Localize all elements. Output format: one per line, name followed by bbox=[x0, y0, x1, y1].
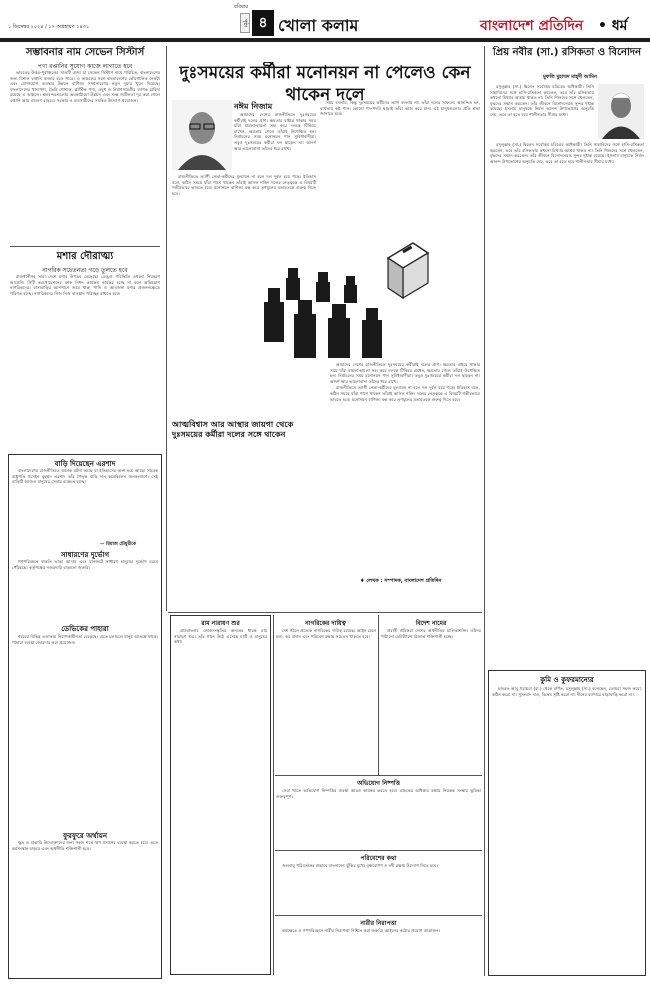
bottom-col4-title: অভিযোগ নিষ্পত্তি bbox=[357, 780, 400, 787]
date-label: ১ ডিসেম্বর ২০২৪ / ১৭ অগ্রহায়ণ ১৪৩১ bbox=[8, 24, 90, 30]
letter4-body bbox=[12, 840, 158, 976]
day-label: রবিবার bbox=[234, 4, 248, 10]
bottom-col4-text: সেবা খাতে অভিযোগ নিষ্পত্তির ব্যবস্থা আরও কার্যকর করতে হবে। গ্রাহকের অধিকার রক্ষায় নিয়ন্ত্রক সংস্থার ভূমিকা গুরুত্বপূর্ণ। bbox=[276, 788, 481, 799]
right-body-text: রসুলুল্লাহ (সা.) ছিলেন সর্বোত্তম চরিত্রের অধিকারী। তিনি সাহাবিদের সঙ্গে হাসি-রসিকতা করতেন, তবে তাঁর রসিকতায় কখনো মিথ্যার আশ্রয় থাকত না। তিনি শিশুদের সঙ্গে খেলতেন, বৃদ্ধদের সম্মান করতেন। তাঁর জীবনে বিনোদনেরও সুন্দর দৃষ্টান্ত রয়েছে। ইসলাম মানুষকে নির্মল আনন্দ উপভোগের অনুমতি দেয়, তবে তা হতে হবে শালীনতার সীমার মধ্যে। bbox=[490, 142, 644, 164]
main-intro bbox=[234, 112, 316, 172]
author-portrait-icon bbox=[172, 100, 232, 170]
bottom-col2-body bbox=[276, 628, 376, 768]
right-headline: প্রিয় নবীর (সা.) রসিকতা ও বিনোদন bbox=[492, 47, 642, 58]
brand-section: • ধর্ম bbox=[598, 18, 628, 34]
right-box-title: কুমি ও কুফরমান্যের bbox=[540, 676, 594, 684]
letter4-title: ফুরফুরে অর্থায়ন bbox=[62, 832, 108, 840]
letters-text: বাংলাদেশের রাজনীতিতে অনেক ঘটনা আছে যা ইতিহাসের অংশ হয়ে আছে। সাবেক রাষ্ট্রপতি হুসেইন মুহম্মদ এরশাদ তাঁর পৈতৃক বাড়ি দান করেছিলেন জনকল্যাণে। সেই বাড়িটি আজও মানুষের সেবায় ব্যবহৃত হচ্ছে। bbox=[12, 468, 158, 485]
bottom-col3-body bbox=[381, 628, 481, 768]
bottom-col1-body bbox=[174, 628, 267, 973]
right-author-photo bbox=[598, 84, 644, 139]
bottom-col6-body bbox=[276, 928, 481, 974]
bottom-divider bbox=[275, 850, 482, 851]
page-number: ৪ bbox=[252, 10, 274, 36]
author-photo bbox=[172, 100, 232, 170]
right-body bbox=[490, 142, 644, 662]
main-body-col3 bbox=[330, 362, 480, 572]
masthead bbox=[0, 0, 650, 38]
bottom-divider bbox=[275, 915, 482, 916]
author-portrait-icon bbox=[598, 84, 644, 139]
column-divider bbox=[378, 615, 379, 775]
main-body-text-4: রাজনীতিতে ত্যাগী নেতা-কর্মীদের মূল্যায়ন না হলে দল দুর্বল হয়ে পড়ে। ইতিহাস বলে, কঠিন সময়ে যাঁরা পাশে থাকেন তাঁরাই আসল শক্তি। দলের নেতৃত্বকে এ বিষয়টি গভীরভাবে ভাবতে হবে। মনোনয়ন বাণিজ্য বন্ধ করে তৃণমূলের মতামতকে গুরুত্ব দিতে হবে। bbox=[330, 385, 480, 402]
section-divider bbox=[10, 246, 160, 247]
story2-text: রাজধানীসহ সারা দেশে মশার উপদ্রব বেড়েছে। ডেঙ্গু পরিস্থিতি এখনো নিয়ন্ত্রণে আসেনি। সিটি করপোরেশনের মশক নিধন কার্যক্রম কার্যকর হচ্ছে না বলে অভিযোগ নাগরিকদের। বাসাবাড়ির আশপাশে জমে থাকা পানি ও আবর্জনা মশার প্রজননক্ষেত্রে পরিণত হচ্ছে। নাগরিকদের নিজ নিজ বাসস্থান পরিচ্ছন্ন রাখতে হবে। bbox=[10, 274, 160, 296]
bottom-col2-text: দেশ গঠনে প্রত্যেক নাগরিকের দায়িত্ব রয়েছে। আইন মেনে চলা, কর প্রদান এবং পরিবেশ রক্ষায় সচেতন থাকতে হবে। bbox=[276, 628, 376, 639]
main-body-text-1: রাজনীতিতে ত্যাগী নেতা-কর্মীদের মূল্যায়ন না হলে দল দুর্বল হয়ে পড়ে। ইতিহাস বলে, কঠিন সময়ে যাঁরা পাশে থাকেন তাঁরাই আসল শক্তি। দলের নেতৃত্বকে এ বিষয়টি গভীরভাবে ভাবতে হবে। মনোনয়ন বাণিজ্য বন্ধ করে তৃণমূলের মতামতকে গুরুত্ব দিতে হবে। bbox=[172, 174, 316, 196]
main-body-text-2: সময় বদলায়, কিন্তু দুঃসময়ের কর্মীদের ত্যাগ বদলায় না। তাঁরা দলের সাফল্যে আনন্দিত হন, ব্যর্থতায় কষ্ট পান। কোনো পদ-পদবি ছাড়াই তাঁরা কাজ করে যান। এই মানুষগুলোর প্রতি শ্রদ্ধা জানাতে হবে। bbox=[320, 100, 480, 117]
main-body-text-3: আমাদের দেশের রাজনীতিতে দুঃসময়ের কর্মীরাই দলের প্রাণ। ক্ষমতার বাইরে থাকার সময় যাঁরা মামলা-হামলা সহ্য করে দলকে টিকিয়ে রাখেন, ক্ষমতায় গেলে তাঁরাই উপেক্ষিত হন। নির্বাচনের সময় মনোনয়ন পান সুবিধাবাদীরা। তবুও দুঃসময়ের কর্মীরা দল ছাড়েন না। আদর্শ আর ভালোবাসা তাঁদের ধরে রাখে। bbox=[330, 362, 480, 384]
page-label: পৃষ্ঠা bbox=[240, 13, 250, 33]
letter4-text: ক্ষুদ্র ও মাঝারি উদ্যোক্তাদের জন্য সহজ শর্তে ঋণ প্রদানের ব্যবস্থা করতে হবে। এতে কর্মসংস্থান বাড়বে এবং অর্থনীতি শক্তিশালী হবে। bbox=[12, 840, 158, 851]
bottom-col3-title: বিদেশ নামের bbox=[415, 620, 447, 627]
brand-logo: বাংলাদেশ প্রতিদিন bbox=[480, 18, 584, 34]
story1-headline: সম্ভাবনার নাম সেভেন সিস্টার্স bbox=[25, 47, 145, 58]
header-rule bbox=[0, 38, 650, 42]
right-box-body bbox=[492, 686, 642, 972]
letter3-body bbox=[12, 634, 158, 824]
pull-quote: আত্মবিশ্বাস আর আস্থার জায়গা থেকে দুঃসময়ের কর্মীরা দলের সঙ্গে থাকেন bbox=[172, 420, 294, 439]
letter2-title: সাধারণের দুর্ভোগ bbox=[60, 551, 110, 559]
column-divider bbox=[273, 615, 274, 975]
illustration bbox=[228, 238, 434, 358]
bottom-col1-text: গ্রামবাংলার লোকসংস্কৃতির অন্যতম ধারক রাম নারায়ণ শুর। তাঁর গানে উঠে এসেছে মাটি ও মানুষের কথা। bbox=[174, 628, 267, 645]
right-intro bbox=[490, 84, 594, 140]
letters-title: বাড়ি দিয়েছেন এরশাদ bbox=[54, 460, 116, 468]
bottom-divider bbox=[168, 612, 482, 613]
letters-byline: — রিয়াজ চৌধুরীকে bbox=[100, 542, 137, 547]
column-divider bbox=[166, 46, 167, 611]
bottom-col4-body bbox=[276, 788, 481, 848]
main-headline: দুঃসময়ের কর্মীরা মনোনয়ন না পেলেও কেন থাকেন দলে bbox=[179, 63, 471, 105]
bottom-col6-title: নারীর নিরাপত্তা bbox=[360, 920, 397, 927]
column-divider bbox=[484, 46, 485, 976]
bottom-divider bbox=[275, 775, 482, 776]
bottom-col5-body bbox=[276, 863, 481, 913]
right-box-text: হজরত আবু হুরায়রা (রা.) থেকে বর্ণিত, রসুলুল্লাহ (সা.) বলেছেন, তোমরা সহজ করো, কঠিন করো না। সুসংবাদ দাও, বিদ্বেষ সৃষ্টি করো না। দীনের ব্যাপারে বাড়াবাড়ি করো না। bbox=[492, 686, 642, 697]
letters-body bbox=[12, 468, 158, 540]
right-intro-text: রসুলুল্লাহ (সা.) ছিলেন সর্বোত্তম চরিত্রের অধিকারী। তিনি সাহাবিদের সঙ্গে হাসি-রসিকতা করতেন, তবে তাঁর রসিকতায় কখনো মিথ্যার আশ্রয় থাকত না। তিনি শিশুদের সঙ্গে খেলতেন, বৃদ্ধদের সম্মান করতেন। তাঁর জীবনে বিনোদনেরও সুন্দর দৃষ্টান্ত রয়েছে। ইসলাম মানুষকে নির্মল আনন্দ উপভোগের অনুমতি দেয়, তবে তা হতে হবে শালীনতার সীমার মধ্যে। bbox=[490, 84, 594, 117]
story1-subhead: পণ্য রপ্তানির সুযোগ কাজে লাগাতে হবে bbox=[37, 63, 133, 70]
letter3-text: শহরের বিভিন্ন এলাকায় নিরাপত্তাহীনতা বেড়েছে। রাতে চলাচলে মানুষ আতঙ্কে থাকে। পাহারা ব্যবস্থা জোরদার করা প্রয়োজন। bbox=[12, 634, 158, 645]
bottom-col2-title: নাগরিকের দায়িত্ব bbox=[305, 620, 346, 627]
bottom-col5-text: জলবায়ু পরিবর্তনের প্রভাবে বাংলাদেশ ঝুঁকির মুখে। বৃক্ষরোপণ ও নদী রক্ষায় উদ্যোগ নিতে হবে। bbox=[282, 863, 438, 868]
bottom-col1-title: রাম নারায়ণ শুর bbox=[201, 620, 240, 627]
section-title: খোলা কলাম bbox=[278, 16, 359, 35]
story1-body bbox=[10, 70, 160, 242]
letter3-title: ডেভিকের পাহারা bbox=[61, 625, 109, 633]
bottom-col6-text: কর্মক্ষেত্রে ও গণপরিবহনে নারীর নিরাপত্তা নিশ্চিত করা জরুরি। আইনের কঠোর প্রয়োগ প্রয়োজন। bbox=[282, 928, 441, 933]
story1-text: ভারতের উত্তর-পূর্বাঞ্চলের সাতটি রাজ্য যা সেভেন সিস্টার্স নামে পরিচিত, বাংলাদেশের জন্য বিশাল রপ্তানি বাজার হতে পারে। এ অঞ্চলের সঙ্গে বাংলাদেশের ভৌগোলিক নৈকট্য এবং যোগাযোগ ব্যবস্থার উন্নয়ন বাণিজ্য সম্প্রসারণের নতুন দুয়ার খুলে দিয়েছে। বাংলাদেশের খাদ্যপণ্য, তৈরি পোশাক, প্লাস্টিক পণ্য, ওষুধ ও নির্মাণসামগ্রীর ব্যাপক চাহিদা রয়েছে এ অঞ্চলে। স্থলবন্দরগুলোর অবকাঠামো উন্নয়ন এবং শুল্ক জটিলতা দূর করা গেলে রপ্তানি আয় বহুগুণ বাড়বে। সরকার ও ব্যবসায়ীদের সমন্বিত উদ্যোগ প্রয়োজন। bbox=[10, 70, 160, 103]
story2-subhead: নাগরিক সচেতনতা গড়ে তুলতে হবে bbox=[42, 267, 128, 274]
ballot-illustration-icon bbox=[228, 238, 434, 358]
bottom-col3-text: প্রবাসী শ্রমিকরা দেশের অর্থনীতির চালিকাশক্তি। তাঁদের পাঠানো রেমিট্যান্সে রিজার্ভ শক্তিশালী হচ্ছে। bbox=[381, 628, 481, 639]
main-author: নঈম নিজাম bbox=[234, 102, 273, 111]
bottom-col5-title: পরিবেশের কথা bbox=[360, 855, 397, 862]
story2-body bbox=[10, 274, 160, 450]
letter2-body bbox=[12, 559, 158, 619]
letter2-text: গণপরিবহনে বাড়তি ভাড়া আদায় এবং যানজটে সাধারণ মানুষের দুর্ভোগ চরমে পৌঁছেছে। কর্তৃপক্ষের নজরদারি বাড়ানো জরুরি। bbox=[12, 559, 158, 570]
main-footer: ♦ লেখক : সম্পাদক, বাংলাদেশ প্রতিদিন bbox=[360, 578, 442, 584]
main-intro-text: আমাদের দেশের রাজনীতিতে দুঃসময়ের কর্মীরাই দলের প্রাণ। ক্ষমতার বাইরে থাকার সময় যাঁরা মামলা-হামলা সহ্য করে দলকে টিকিয়ে রাখেন, ক্ষমতায় গেলে তাঁরাই উপেক্ষিত হন। নির্বাচনের সময় মনোনয়ন পান সুবিধাবাদীরা। তবুও দুঃসময়ের কর্মীরা দল ছাড়েন না। আদর্শ আর ভালোবাসা তাঁদের ধরে রাখে। bbox=[234, 112, 316, 151]
right-author: মুফতি মুহাম্মদ মাহ্‌দী আমিন bbox=[543, 74, 597, 80]
story2-headline: মশার দৌরাত্ম্য bbox=[56, 251, 114, 262]
